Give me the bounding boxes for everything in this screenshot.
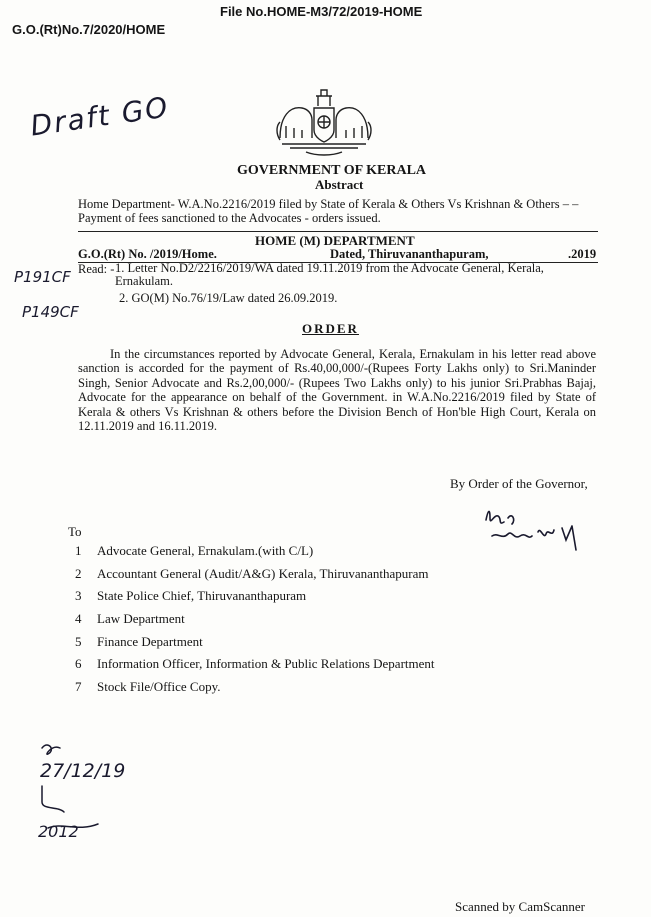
go-dated-line [78, 247, 598, 262]
list-item [75, 634, 595, 657]
list-item-number: 4 [75, 611, 82, 627]
list-item-text: State Police Chief, Thiruvananthapuram [97, 588, 307, 604]
list-item-text: Law Department [97, 611, 185, 627]
list-item-text: Finance Department [97, 633, 203, 649]
scanner-footer: Scanned by CamScanner [455, 899, 585, 914]
list-item [75, 566, 595, 589]
margin-note-1: P191CF [14, 268, 71, 286]
list-item-text: Information Officer, Information & Public Relations Department [97, 656, 435, 672]
list-item [75, 611, 595, 634]
order-paragraph: In the circumstances reported by Advocate General, Kerala, Ernakulam in his letter read above sanction is accorded for the payment of Rs.40,00,000/-(Rupees Forty Lakhs only) to Sri.Maninder Singh, Senior Advocate and Rs.2,00,000/- (Rupees Two Lakhs only) to his junior Sri.Prabhas Bajaj, Advocate for the appearance on behalf of the Government. in W.A.No.2216/2019 filed by State of Kerala & others Vs Krishnan & others before the Division Bench of Hon'ble High Court, Kerala on 12.11.2019 and 16.11.2019. [78, 347, 596, 434]
handwritten-date: 27/12/19 [40, 760, 126, 782]
go-number-blank: G.O.(Rt) No. /2019/Home. [78, 247, 217, 261]
handwritten-initial: 2012 [38, 822, 79, 841]
dated-year: .2019 [568, 247, 597, 261]
draft-go-handwritten-note: Draft GO [28, 90, 172, 143]
list-item-number: 3 [75, 588, 82, 604]
list-item [75, 656, 595, 679]
by-order-of-governor: By Order of the Governor, [450, 476, 588, 491]
read-reference-2: 2. GO(M) No.76/19/Law dated 26.09.2019. [119, 291, 338, 305]
list-item-number: 6 [75, 656, 82, 672]
read-label: Read: - [78, 262, 115, 276]
list-item [75, 588, 595, 611]
addressee-list [75, 543, 595, 702]
abstract-label: Abstract [315, 177, 364, 192]
list-item-text: Advocate General, Ernakulam.(with C/L) [97, 543, 314, 558]
list-item-number: 1 [75, 543, 82, 558]
list-item [75, 543, 595, 566]
list-item-number: 7 [75, 679, 82, 695]
list-item [75, 679, 595, 702]
margin-note-2: P149CF [22, 303, 79, 321]
dated-place: Dated, Thiruvananthapuram, [330, 247, 489, 261]
to-label: To [68, 524, 82, 539]
list-item-text: Accountant General (Audit/A&G) Kerala, Thiruvananthapuram [97, 565, 429, 581]
kerala-emblem-icon [276, 86, 372, 160]
list-item-number: 5 [75, 633, 82, 649]
order-heading: ORDER [302, 321, 359, 336]
government-heading: GOVERNMENT OF KERALA [237, 163, 427, 178]
department-heading: HOME (M) DEPARTMENT [255, 233, 415, 248]
list-item-text: Stock File/Office Copy. [97, 679, 221, 695]
divider [78, 231, 598, 232]
subject-paragraph: Home Department- W.A.No.2216/2019 filed by State of Kerala & Others Vs Krishnan & Others – – Payment of fees sanctioned to the Advocates - orders issued. [78, 197, 579, 225]
file-number: File No.HOME-M3/72/2019-HOME [220, 4, 423, 19]
go-number: G.O.(Rt)No.7/2020/HOME [12, 22, 166, 37]
read-reference-1: 1. Letter No.D2/2216/2019/WA dated 19.11.2019 from the Advocate General, Kerala, Ernakulam. [115, 261, 544, 288]
list-item-number: 2 [75, 565, 82, 581]
handwritten-date-initials [38, 740, 128, 840]
